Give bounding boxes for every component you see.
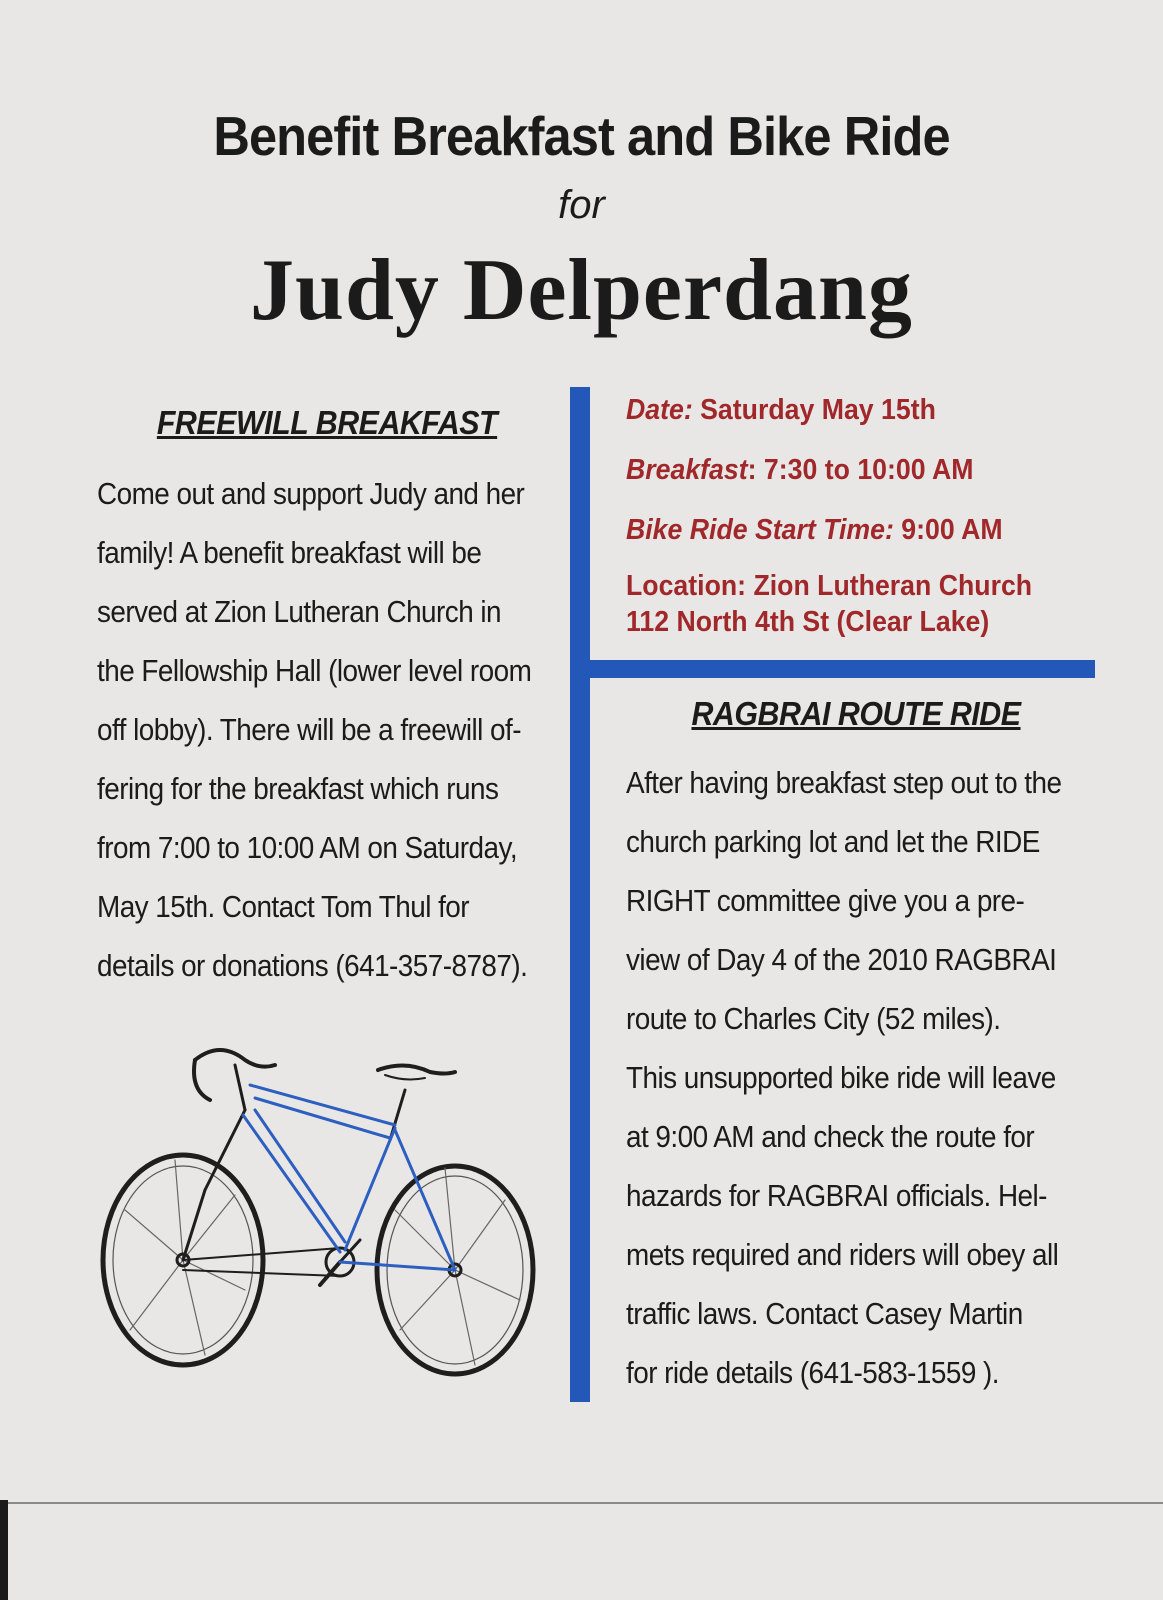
date-label: Date: [626,394,693,426]
ride-time-value: 9:00 AM [901,514,1003,546]
location-line: Location: Zion Lutheran Church [626,570,1033,602]
page-bottom-edge [0,1502,1163,1504]
event-info [626,392,1068,640]
ride-line: After having breakfast step out to the [626,765,1062,800]
ride-time-line [626,512,1068,548]
breakfast-line: off lobby). There will be a freewill of- [97,712,521,747]
horizontal-divider [580,660,1095,678]
breakfast-body [97,464,556,995]
ride-line: for ride details (641-583-1559 ). [626,1355,1000,1390]
ride-section [626,695,1096,1402]
ride-heading: RAGBRAI ROUTE RIDE [691,695,1021,732]
breakfast-time-label: Breakfast [626,454,748,486]
title-for: for [558,183,605,227]
ride-line: RIGHT committee give you a pre- [626,883,1025,918]
breakfast-line: family! A benefit breakfast will be [97,535,482,570]
breakfast-line: Come out and support Judy and her [97,476,525,511]
address-line: 112 North 4th St (Clear Lake) [626,606,990,638]
ride-line: This unsupported bike ride will leave [626,1060,1056,1095]
ride-line: mets required and riders will obey all [626,1237,1059,1272]
breakfast-line: the Fellowship Hall (lower level room [97,653,532,688]
page-left-edge [0,1500,8,1600]
ride-line: at 9:00 AM and check the route for [626,1119,1035,1154]
ride-time-label: Bike Ride Start Time: [626,514,894,546]
ride-line: church parking lot and let the RIDE [626,824,1040,859]
breakfast-time-line [626,452,1068,488]
honoree-name: Judy Delperdang [250,242,913,339]
ride-line: route to Charles City (52 miles). [626,1001,1001,1036]
ride-line: hazards for RAGBRAI officials. Hel- [626,1178,1047,1213]
breakfast-line: fering for the breakfast which runs [97,771,499,806]
breakfast-heading: FREEWILL BREAKFAST [156,404,498,441]
date-line [626,392,1068,428]
breakfast-line: May 15th. Contact Tom Thul for [97,889,470,924]
date-value: Saturday May 15th [700,394,936,426]
flyer-title: Benefit Breakfast and Bike Ride [213,105,950,167]
breakfast-section [97,404,567,995]
ride-body [626,753,1085,1402]
breakfast-line: from 7:00 to 10:00 AM on Saturday, [97,830,518,865]
bicycle-icon [95,1030,555,1410]
ride-line: traffic laws. Contact Casey Martin [626,1296,1023,1331]
breakfast-line: served at Zion Lutheran Church in [97,594,502,629]
breakfast-line: details or donations (641-357-8787). [97,948,528,983]
ride-line: view of Day 4 of the 2010 RAGBRAI [626,942,1057,977]
breakfast-time-value: : 7:30 to 10:00 AM [747,454,974,486]
vertical-divider [570,387,590,1402]
